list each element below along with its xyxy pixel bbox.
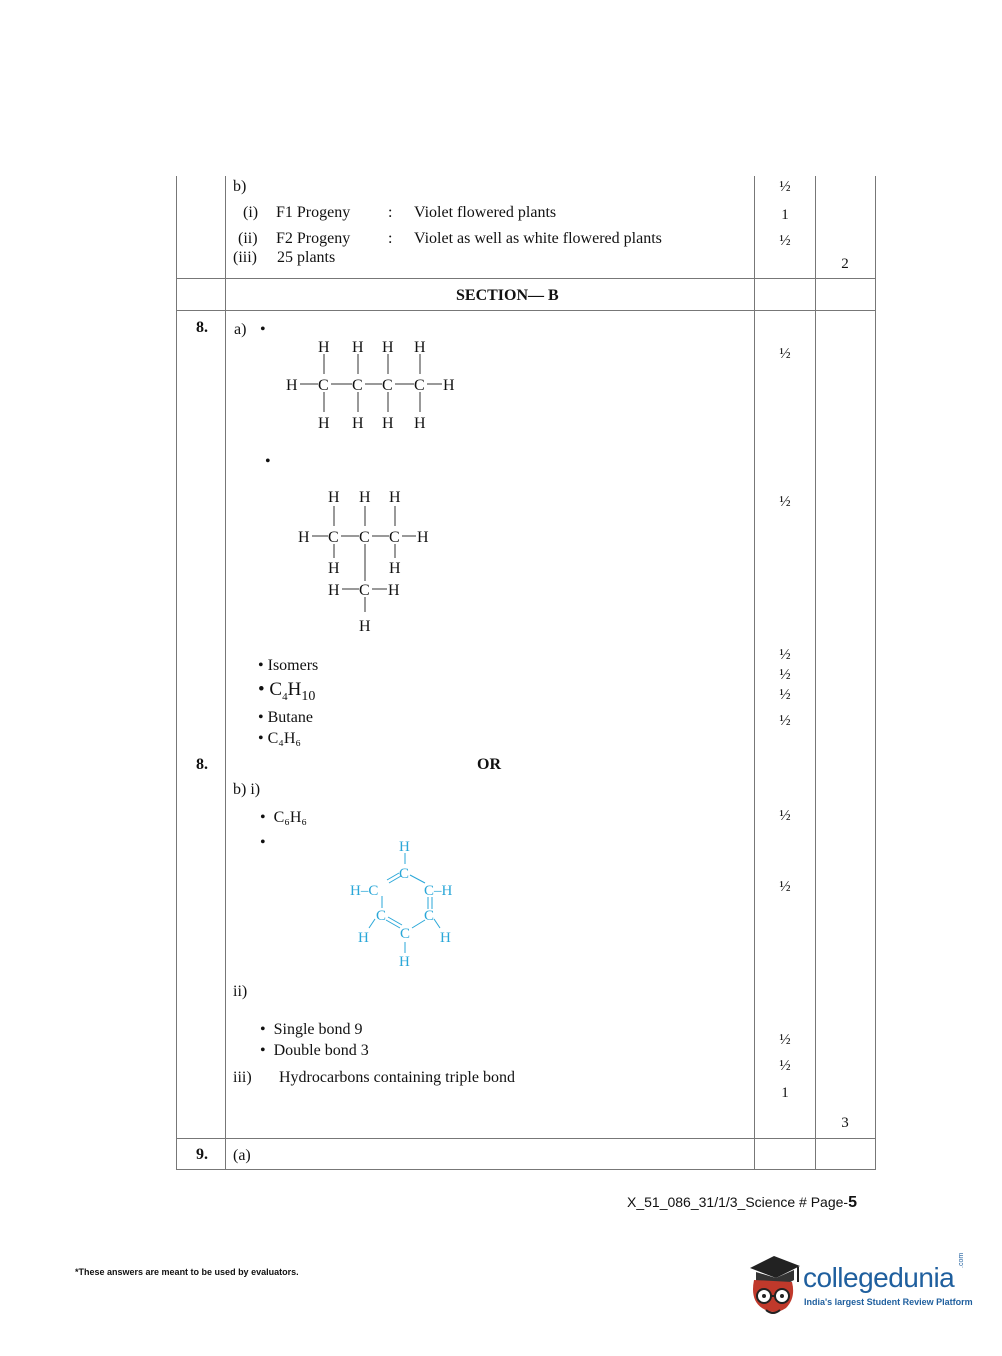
atom-h: H bbox=[359, 618, 371, 635]
atom-h: H bbox=[414, 339, 426, 356]
bullet-double-bond: • Double bond 3 bbox=[260, 1042, 369, 1059]
atom-c: C bbox=[376, 908, 387, 924]
table-col-divider-2 bbox=[754, 176, 755, 1170]
table-col-divider-3 bbox=[815, 176, 816, 1170]
mark: ½ bbox=[779, 494, 791, 510]
mark: ½ bbox=[779, 808, 791, 824]
atom-c: C bbox=[382, 377, 393, 394]
mark: ½ bbox=[779, 233, 791, 249]
atom-h: H bbox=[388, 582, 400, 599]
brand-name: collegedunia bbox=[803, 1262, 955, 1293]
or-label: OR bbox=[477, 756, 501, 773]
evaluator-note: *These answers are meant to be used by evaluators. bbox=[75, 1267, 299, 1277]
bullet-text: Double bond 3 bbox=[273, 1042, 369, 1059]
mark: ½ bbox=[779, 1058, 791, 1074]
mark: 1 bbox=[781, 1085, 789, 1101]
brand-suffix: .com bbox=[958, 1252, 965, 1268]
bullet-single-bond: • Single bond 9 bbox=[260, 1021, 363, 1038]
bullet-c4h6: • C₄H₆ bbox=[258, 730, 301, 747]
part-iii-text: Hydrocarbons containing triple bond bbox=[279, 1069, 515, 1086]
row-3-item: 25 plants bbox=[277, 249, 336, 266]
atom-h: H bbox=[359, 489, 371, 506]
part-b-label: b) i) bbox=[233, 781, 261, 798]
atom-h: H bbox=[414, 415, 426, 432]
row-2-sep: : bbox=[388, 230, 393, 247]
atom-c: C bbox=[352, 377, 363, 394]
atom-h: H bbox=[389, 560, 401, 577]
brand-logo-icon bbox=[742, 1250, 804, 1320]
formula-sub: 4 bbox=[282, 690, 288, 703]
atom-h: H bbox=[382, 339, 394, 356]
row-divider-1 bbox=[176, 278, 876, 279]
part-a-label: (a) bbox=[233, 1147, 251, 1164]
bullet: • bbox=[260, 834, 266, 851]
benzene-structure bbox=[346, 836, 470, 972]
bullet-c6h6: • C₆H₆ bbox=[260, 809, 307, 826]
bullet: • bbox=[265, 453, 271, 470]
row-1-num: (i) bbox=[243, 204, 259, 221]
bullet-isomers: • Isomers bbox=[258, 657, 319, 674]
row-divider-2 bbox=[176, 310, 876, 311]
table-col-divider-1 bbox=[225, 176, 226, 1170]
mark: ½ bbox=[779, 713, 791, 729]
brand-tagline: India's largest Student Review Platform bbox=[804, 1297, 973, 1307]
isobutane-structure bbox=[292, 486, 452, 636]
atom-h: H bbox=[352, 415, 364, 432]
total-marks: 2 bbox=[841, 256, 849, 272]
row-1-item: F1 Progeny bbox=[276, 204, 351, 221]
total-marks: 3 bbox=[841, 1115, 849, 1131]
atom-h: H bbox=[389, 489, 401, 506]
question-number: 9. bbox=[196, 1146, 208, 1163]
mark: ½ bbox=[779, 346, 791, 362]
atom-h: H bbox=[286, 377, 298, 394]
row-1-desc: Violet flowered plants bbox=[414, 204, 557, 221]
part-ii-label: ii) bbox=[233, 983, 248, 1000]
bullet-c4h10: • $C_4H_{10}$ bbox=[258, 679, 316, 704]
atom-c: C bbox=[359, 529, 370, 546]
atom-h: H bbox=[382, 415, 394, 432]
bullet-text: Isomers bbox=[267, 657, 319, 674]
page-reference bbox=[627, 1195, 857, 1211]
row-2-item: F2 Progeny bbox=[276, 230, 351, 247]
atom-hc: H–C bbox=[350, 883, 379, 899]
atom-h: H bbox=[328, 489, 340, 506]
mark: ½ bbox=[779, 1032, 791, 1048]
atom-c: C bbox=[389, 529, 400, 546]
atom-h: H bbox=[328, 560, 340, 577]
atom-h: H bbox=[328, 582, 340, 599]
formula-sub: 10 bbox=[301, 688, 316, 704]
atom-c: C bbox=[400, 926, 411, 942]
atom-c: C bbox=[424, 908, 435, 924]
table-right-border bbox=[875, 176, 876, 1170]
atom-h: H bbox=[318, 339, 330, 356]
part-iii-label: iii) bbox=[233, 1069, 252, 1086]
atom-h: H bbox=[399, 954, 410, 970]
formula: C₆H₆ bbox=[273, 809, 307, 826]
row-1-sep: : bbox=[388, 204, 393, 221]
atom-h: H bbox=[352, 339, 364, 356]
mark: ½ bbox=[779, 879, 791, 895]
mark: 1 bbox=[781, 207, 789, 223]
row-3-num: (iii) bbox=[233, 249, 257, 266]
atom-ch: C–H bbox=[424, 883, 453, 899]
bullet: • bbox=[260, 321, 266, 338]
row-2-desc: Violet as well as white flowered plants bbox=[414, 230, 662, 247]
formula-h: H bbox=[287, 679, 302, 700]
section-title: SECTION— B bbox=[456, 287, 559, 304]
question-number: 8. bbox=[196, 319, 208, 336]
atom-c: C bbox=[328, 529, 339, 546]
row-2-num: (ii) bbox=[238, 230, 258, 247]
bullet-text: Single bond 9 bbox=[273, 1021, 363, 1038]
mark: ½ bbox=[779, 647, 791, 663]
page-ref-text: X_51_086_31/1/3_Science # Page- bbox=[627, 1194, 849, 1210]
atom-c: C bbox=[359, 582, 370, 599]
mark: ½ bbox=[779, 687, 791, 703]
atom-h: H bbox=[318, 415, 330, 432]
atom-h: H bbox=[399, 839, 410, 855]
atom-c: C bbox=[399, 866, 410, 882]
table-bottom-border bbox=[176, 1169, 876, 1170]
question-number: 8. bbox=[196, 756, 208, 773]
butane-structure bbox=[280, 336, 470, 436]
part-b-label: b) bbox=[233, 178, 247, 195]
part-a-label: a) bbox=[234, 321, 247, 338]
bullet-butane: • Butane bbox=[258, 709, 313, 726]
bullet-text: C₄H₆ bbox=[267, 730, 301, 747]
mark: ½ bbox=[779, 667, 791, 683]
mark: ½ bbox=[779, 179, 791, 195]
row-divider-3 bbox=[176, 1138, 876, 1139]
formula-c: C bbox=[269, 679, 283, 700]
table-left-border bbox=[176, 176, 177, 1170]
atom-h: H bbox=[358, 930, 369, 946]
atom-c: C bbox=[318, 377, 329, 394]
atom-c: C bbox=[414, 377, 425, 394]
atom-h: H bbox=[298, 529, 310, 546]
atom-h: H bbox=[417, 529, 429, 546]
atom-h: H bbox=[440, 930, 451, 946]
atom-h: H bbox=[443, 377, 455, 394]
bullet-text: Butane bbox=[267, 709, 313, 726]
page-number: 5 bbox=[848, 1194, 857, 1211]
